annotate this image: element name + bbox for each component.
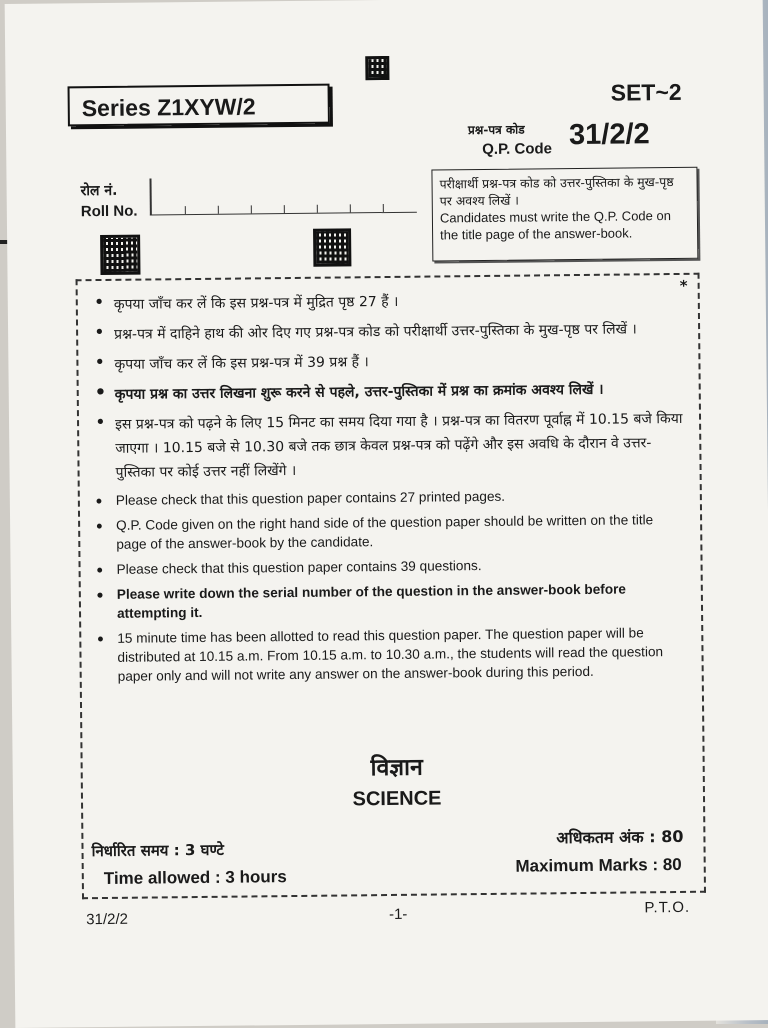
instruction-english: • 15 minute time has been allotted to read this question paper. The question paper will be distributed at 10.15 a.m. From 10.15 a.m. to 10.30 a.m., the students will read the question paper only and will not write any answer on the answer-book during this period.	[95, 623, 688, 686]
subject-title-hindi: विज्ञान	[370, 754, 423, 782]
instruction-hindi: • कृपया प्रश्न का उत्तर लिखना शुरू करने से पहले, उत्तर-पुस्तिका में प्रश्न का क्रमांक अवश्य लिखें ।	[93, 377, 685, 407]
instruction-english: • Q.P. Code given on the right hand side of the question paper should be written on the title page of the answer-book by the candidate.	[94, 510, 686, 554]
qr-code-icon	[313, 228, 351, 266]
question-paper	[5, 0, 768, 1028]
instruction-hindi: • कृपया जाँच कर लें कि इस प्रश्न-पत्र में मुद्रित पृष्ठ 27 हैं ।	[92, 287, 684, 317]
instruction-english: • Please write down the serial number of the question in the answer-book before attempting it.	[95, 579, 687, 623]
instruction-english: • Please check that this question paper contains 27 printed pages.	[94, 485, 686, 510]
candidate-note-box	[431, 167, 698, 262]
qr-code-icon	[365, 56, 389, 80]
please-turn-over: P.T.O.	[644, 898, 691, 917]
time-allowed-hindi: निर्धारित समय : 3 घण्टे	[91, 840, 225, 861]
instructions-list	[92, 287, 688, 692]
set-label: SET~2	[610, 78, 682, 106]
page-number: -1-	[388, 905, 408, 924]
roll-number-field[interactable]	[149, 176, 416, 216]
maximum-marks-hindi: अधिकतम अंक : 80	[556, 826, 684, 848]
qp-code-label-hindi: प्रश्न-पत्र कोड	[467, 122, 525, 138]
qp-code-label: Q.P. Code	[482, 140, 553, 159]
footer-code: 31/2/2	[86, 910, 129, 929]
subject-title: SCIENCE	[352, 787, 442, 811]
maximum-marks: Maximum Marks : 80	[515, 854, 682, 876]
instruction-english: • Please check that this question paper contains 39 questions.	[94, 554, 686, 579]
candidate-note-english: Candidates must write the Q.P. Code on the title page of the answer-book.	[439, 208, 671, 243]
instruction-hindi: • प्रश्न-पत्र में दाहिने हाथ की ओर दिए गए प्रश्न-पत्र कोड को परीक्षार्थी उत्तर-पुस्तिका के मुख-पृष्ठ पर लिखें ।	[92, 317, 684, 347]
time-allowed: Time allowed : 3 hours	[103, 867, 287, 889]
roll-number-label-hindi: रोल नं.	[80, 182, 118, 200]
instruction-hindi: • इस प्रश्न-पत्र को पढ़ने के लिए 15 मिनट का समय दिया गया है । प्रश्न-पत्र का वितरण पूर्वाह्न में 10.15 बजे किया जाएगा । 10.15 बजे से 10.30 बजे तक छात्र केवल प्रश्न-पत्र को पढ़ेंगे और इस अवधि के दौरान वे उत्तर-पुस्तिका पर कोई उत्तर नहीं लिखेंगे ।	[93, 407, 686, 485]
qp-code: 31/2/2	[568, 118, 650, 152]
instruction-hindi: • कृपया जाँच कर लें कि इस प्रश्न-पत्र में 39 प्रश्न हैं ।	[92, 347, 684, 377]
qr-code-icon	[100, 235, 140, 275]
candidate-note-hindi: परीक्षार्थी प्रश्न-पत्र कोड को उत्तर-पुस्तिका के मुख-पृष्ठ पर अवश्य लिखें ।	[439, 174, 674, 209]
series-label: Series Z1XYW/2	[68, 84, 330, 127]
star-mark: *	[679, 276, 688, 295]
roll-number-label: Roll No.	[80, 202, 138, 221]
